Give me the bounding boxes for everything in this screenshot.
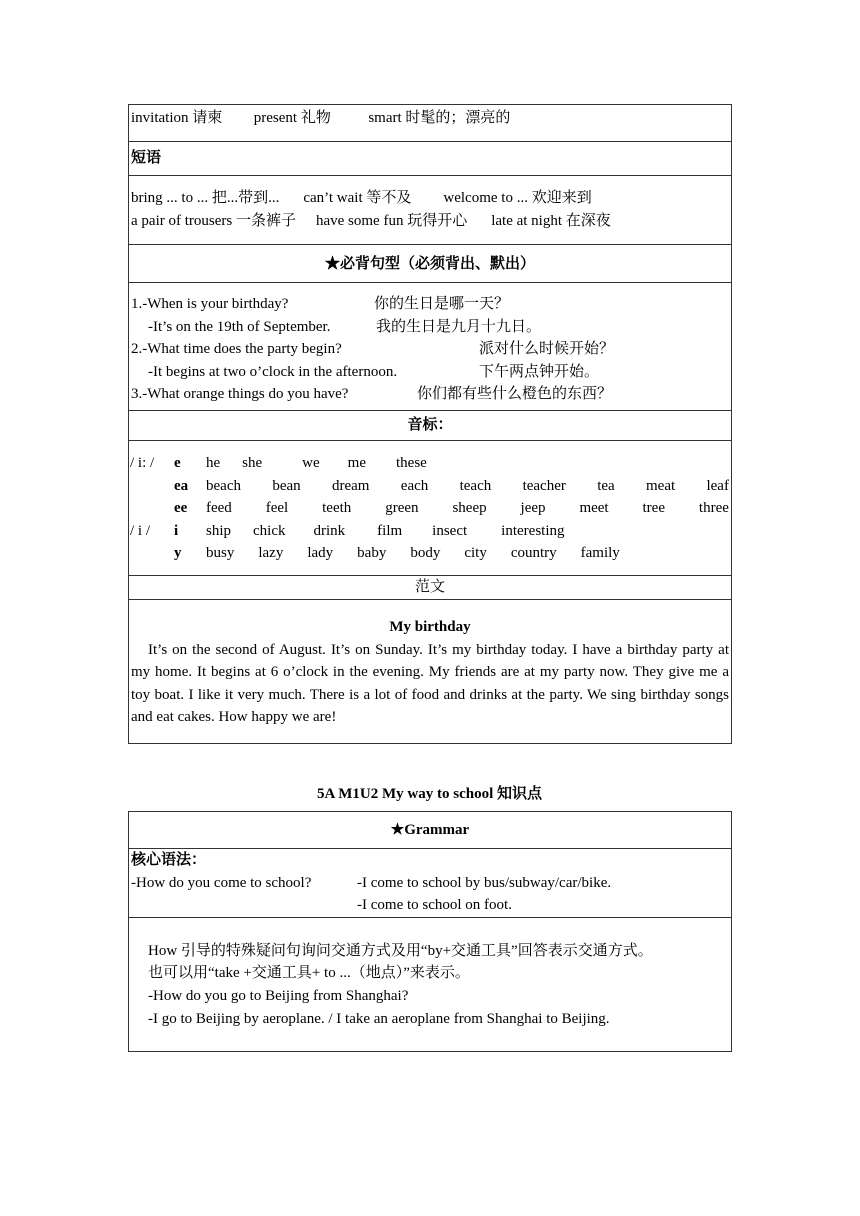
phonetic-word: tea [597,477,615,494]
phonetic-word: jeep [520,500,546,517]
phonetic-word: bean [272,477,301,494]
phrase-item: bring ... to ... 把...带到... [131,190,280,206]
phonetic-word: three [698,500,729,517]
sentence-line [131,383,729,406]
section-title: 5A M1U2 My way to school 知识点 [317,786,542,802]
phonetic-word: feed [206,500,232,517]
vocab-row [129,105,732,142]
phonetic-spelling: e [174,455,181,471]
phrases-cell [129,176,732,245]
phonetic-spelling: y [174,545,182,562]
phonetic-word: teacher [522,477,566,494]
phonetic-word: he [206,455,221,471]
phonetic-word: we [302,455,320,471]
phonetic-word: baby [357,545,387,562]
phonetic-word: country [510,545,557,562]
phonetics-cell [129,441,732,576]
phonetic-word: lady [307,545,334,562]
phonetic-row [130,497,729,520]
phonetic-word: drink [313,522,346,539]
essay-title: My birthday [389,619,471,635]
phrase-item: late at night 在深夜 [491,212,611,229]
phonetic-word: body [410,545,441,562]
essay-cell [129,600,732,744]
phonetic-word: city [464,545,487,562]
phonetic-symbol: / i: / [130,455,155,471]
note-line: -I go to Beijing by aeroplane. / I take an aeroplane from Shanghai to Beijing. [148,1010,610,1027]
phonetic-word: each [400,477,429,494]
sentence-line [131,338,729,361]
grammar-line [131,872,729,895]
core-label: 核心语法： [131,852,207,868]
essay-body: It’s on the second of August. It’s on Sunday. It’s my birthday today. I have a birthday party at my home. It begins at 6 o’clock in the evening. My friends are at my party now. They give me a toy boat. I like it very much. There is a lot of food and drinks at the party. We sing birthday songs and eat cakes. How happy we are! [131,641,729,726]
phonetic-row [130,475,729,498]
phonetic-word: meat [646,477,676,494]
phonetic-spelling: ee [174,500,188,517]
phonetic-word: tree [642,500,665,517]
phrase-line [131,187,729,210]
phonetics-heading: 音标： [129,411,732,441]
grammar-answer: -I come to school by bus/subway/car/bike. [357,874,612,891]
sentences-heading: ★必背句型（必须背出、默出） [129,245,732,283]
phonetic-spelling: i [174,522,179,539]
phonetic-word: sheep [452,500,487,517]
phonetic-word: film [377,522,403,539]
note-line: 也可以用“take +交通工具+ to ...（地点）”来表示。 [148,965,470,982]
phonetic-word: feel [265,500,289,517]
phrase-item: a pair of trousers 一条裤子 [131,212,296,229]
sentence-en: 3.-What orange things do you have? [131,386,349,403]
sentence-zh: 你们都有些什么橙色的东西？ [417,386,613,403]
phonetic-word: green [385,500,419,517]
phonetic-symbol [130,475,174,498]
essay-heading: 范文 [129,576,732,600]
phonetic-row [130,452,729,475]
sentence-zh: 派对什么时候开始？ [479,341,615,358]
phonetic-word: teach [459,477,492,494]
phrase-item: welcome to ... 欢迎来到 [443,190,592,206]
phonetic-word: leaf [706,477,729,494]
phrase-line [131,210,729,233]
sentence-zh: 我的生日是九月十九日。 [376,318,542,335]
phrases-heading: 短语 [129,142,732,176]
phonetic-word: family [580,545,620,562]
sentence-en: -It’s on the 19th of September. [148,318,331,335]
sentence-en: 1.-When is your birthday? [131,296,289,312]
sentence-line [131,361,729,384]
vocab-word: present 礼物 [253,110,331,126]
grammar-line [131,894,729,917]
vocab-word: smart 时髦的；漂亮的 [368,110,511,126]
sentence-zh: 下午两点钟开始。 [479,363,600,380]
note-line: How 引导的特殊疑问句询问交通方式及用“by+交通工具”回答表示交通方式。 [148,942,653,959]
phonetic-word: ship [206,522,232,539]
phonetic-word: chick [253,522,286,539]
sentence-zh: 你的生日是哪一天？ [374,296,510,312]
phonetic-word: me [347,455,366,471]
phonetic-word: these [396,455,427,471]
phonetic-row [130,520,729,543]
sentence-en: -It begins at two o’clock in the afternoon. [148,363,398,380]
phonetic-word: insect [432,522,468,539]
sentence-line [131,293,729,316]
phonetic-spelling: ea [174,477,189,494]
phrase-item: have some fun 玩得开心 [315,212,468,229]
grammar-question: -How do you come to school? [131,874,312,891]
grammar-notes-cell [129,917,732,1051]
phrase-item: can’t wait 等不及 [303,190,412,206]
phonetic-row [130,542,729,565]
phonetic-word: busy [206,545,235,562]
note-line: -How do you go to Beijing from Shanghai? [148,987,409,1004]
phonetic-symbol: / i / [130,522,151,539]
phonetic-symbol [130,542,174,565]
phonetic-word: dream [331,477,370,494]
phonetic-word: she [242,455,263,471]
sentence-line [131,316,729,339]
phonetic-word: meet [579,500,609,517]
knowledge-table-2 [128,811,732,1052]
phonetic-word: beach [206,477,241,494]
grammar-core-cell [129,849,732,918]
grammar-answer: -I come to school on foot. [357,897,512,914]
phonetic-word: interesting [501,522,565,539]
sentence-en: 2.-What time does the party begin? [131,341,342,358]
phonetic-word: lazy [258,545,284,562]
phonetic-word: teeth [322,500,352,517]
knowledge-table-1 [128,104,732,744]
sentences-cell [129,283,732,411]
phonetic-symbol [130,497,174,520]
grammar-heading: ★Grammar [129,812,732,849]
vocab-word: invitation 请柬 [131,110,223,126]
